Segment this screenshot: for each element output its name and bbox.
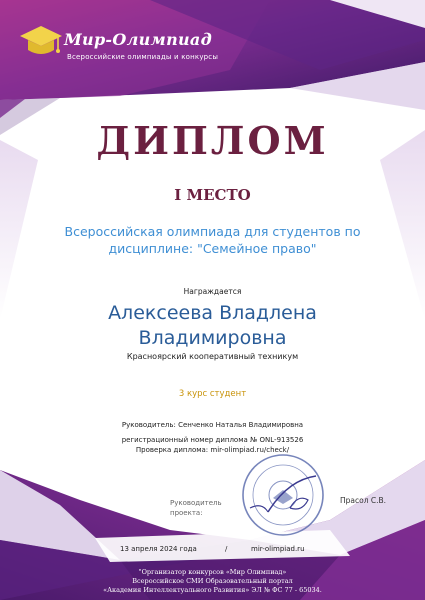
olympiad-line-1: Всероссийская олимпиада для студентов по [64, 224, 361, 239]
recipient-name [20, 301, 405, 351]
supervisor: Руководитель: Сенченко Наталья Владимировна [121, 421, 304, 429]
registration-number: регистрационный номер диплома № ONL-913526 [121, 436, 304, 444]
awarded-label: Награждается [183, 287, 242, 296]
graduation-cap-icon [18, 22, 64, 58]
course: 3 курс студент [178, 389, 247, 399]
footer-line-2: Всероссийское СМИ Образовательный портал [132, 577, 293, 585]
separator: / [225, 545, 228, 553]
footer-text [0, 568, 425, 595]
footer-line-1: "Организатор конкурсов «Мир Олимпиад» [138, 568, 287, 576]
recipient-name-line-1: Алексеева Владлена [108, 302, 317, 324]
signature-label-line-2: проекта: [170, 509, 203, 517]
footer-line-3: «Академия Интеллектуального Развития» ЭЛ № ФС 77 - 65034. [103, 586, 322, 594]
olympiad-description [40, 223, 385, 257]
stamp-seal [238, 450, 328, 540]
place-label: I МЕСТО [174, 186, 251, 204]
signer-name: Прасол С.В. [340, 496, 387, 505]
site-url: mir-olimpiad.ru [251, 545, 305, 553]
institution: Красноярский кооперативный техникум [126, 352, 299, 361]
issue-date: 13 апреля 2024 года [120, 545, 197, 553]
recipient-name-line-2: Владимировна [138, 327, 287, 349]
signature-label-line-1: Руководитель [170, 499, 222, 507]
olympiad-line-2: дисциплине: "Семейное право" [108, 241, 317, 256]
logo-subtitle: Всероссийские олимпиады и конкурсы [67, 53, 219, 61]
diploma-title: ДИПЛОМ [96, 118, 329, 163]
check-link: Проверка диплома: mir-olimpiad.ru/check/ [135, 446, 290, 454]
signature-label [170, 498, 240, 518]
logo-title: Мир-Олимпиад [64, 30, 213, 49]
